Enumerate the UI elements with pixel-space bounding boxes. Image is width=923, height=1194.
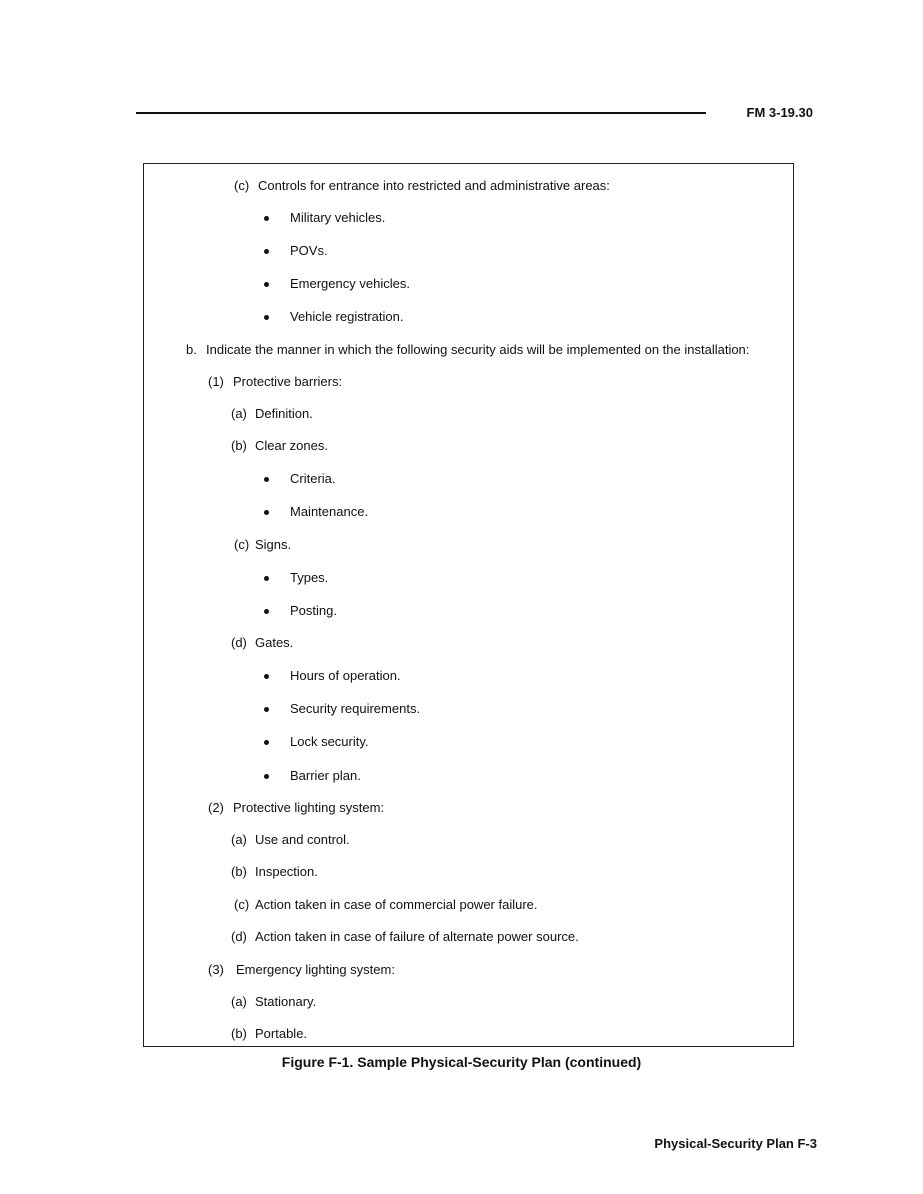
bullet-icon	[264, 576, 269, 581]
item-marker: (b)	[231, 1026, 247, 1041]
item-text: Definition.	[255, 406, 313, 421]
bullet-icon	[264, 609, 269, 614]
item-text: Stationary.	[255, 994, 317, 1009]
bullet-icon	[264, 740, 269, 745]
item-marker: (d)	[231, 929, 247, 944]
bullet-icon	[264, 477, 269, 482]
document-code: FM 3-19.30	[746, 105, 813, 120]
item-text: Gates.	[255, 635, 294, 650]
item-marker: (b)	[231, 864, 247, 879]
bullet-item-text: Criteria.	[290, 471, 336, 486]
bullet-item-text: Vehicle registration.	[290, 309, 404, 324]
item-marker: (a)	[231, 832, 247, 847]
bullet-item-text: Barrier plan.	[290, 768, 361, 783]
item-text: Inspection.	[255, 864, 318, 879]
item-text: Indicate the manner in which the following security aids will be implemented on the installation:	[206, 342, 750, 357]
bullet-icon	[264, 674, 269, 679]
item-text: Emergency lighting system:	[236, 962, 395, 977]
bullet-item-text: Security requirements.	[290, 701, 421, 716]
item-text: Use and control.	[255, 832, 350, 847]
item-marker: (2)	[208, 800, 224, 815]
bullet-item-text: Lock security.	[290, 734, 369, 749]
figure-box	[143, 163, 794, 1047]
bullet-icon	[264, 774, 269, 779]
item-text: Action taken in case of failure of alternate power source.	[255, 929, 579, 944]
item-marker: (c)	[234, 537, 250, 552]
page-footer: Physical-Security Plan F-3	[654, 1136, 817, 1151]
item-text: Signs.	[255, 537, 292, 552]
item-marker: (c)	[234, 178, 250, 193]
bullet-item-text: Military vehicles.	[290, 210, 386, 225]
item-text: Controls for entrance into restricted and administrative areas:	[258, 178, 610, 193]
item-text: Protective barriers:	[233, 374, 343, 389]
item-marker: (3)	[208, 962, 224, 977]
bullet-item-text: Emergency vehicles.	[290, 276, 410, 291]
bullet-icon	[264, 282, 269, 287]
bullet-item-text: POVs.	[290, 243, 328, 258]
bullet-icon	[264, 216, 269, 221]
figure-caption: Figure F-1. Sample Physical-Security Plan (continued)	[281, 1054, 642, 1070]
item-marker: (c)	[234, 897, 250, 912]
item-marker: (1)	[208, 374, 224, 389]
bullet-item-text: Hours of operation.	[290, 668, 401, 683]
item-marker: (d)	[231, 635, 247, 650]
bullet-icon	[264, 249, 269, 254]
bullet-item-text: Posting.	[290, 603, 337, 618]
item-marker: (a)	[231, 994, 247, 1009]
item-marker: (b)	[231, 438, 247, 453]
bullet-icon	[264, 510, 269, 515]
item-text: Portable.	[255, 1026, 308, 1041]
bullet-item-text: Types.	[290, 570, 329, 585]
header-rule	[136, 112, 706, 114]
bullet-icon	[264, 315, 269, 320]
bullet-item-text: Maintenance.	[290, 504, 369, 519]
item-text: Action taken in case of commercial power failure.	[255, 897, 538, 912]
item-text: Protective lighting system:	[233, 800, 385, 815]
bullet-icon	[264, 707, 269, 712]
item-marker: b.	[186, 342, 197, 357]
item-text: Clear zones.	[255, 438, 328, 453]
item-marker: (a)	[231, 406, 247, 421]
